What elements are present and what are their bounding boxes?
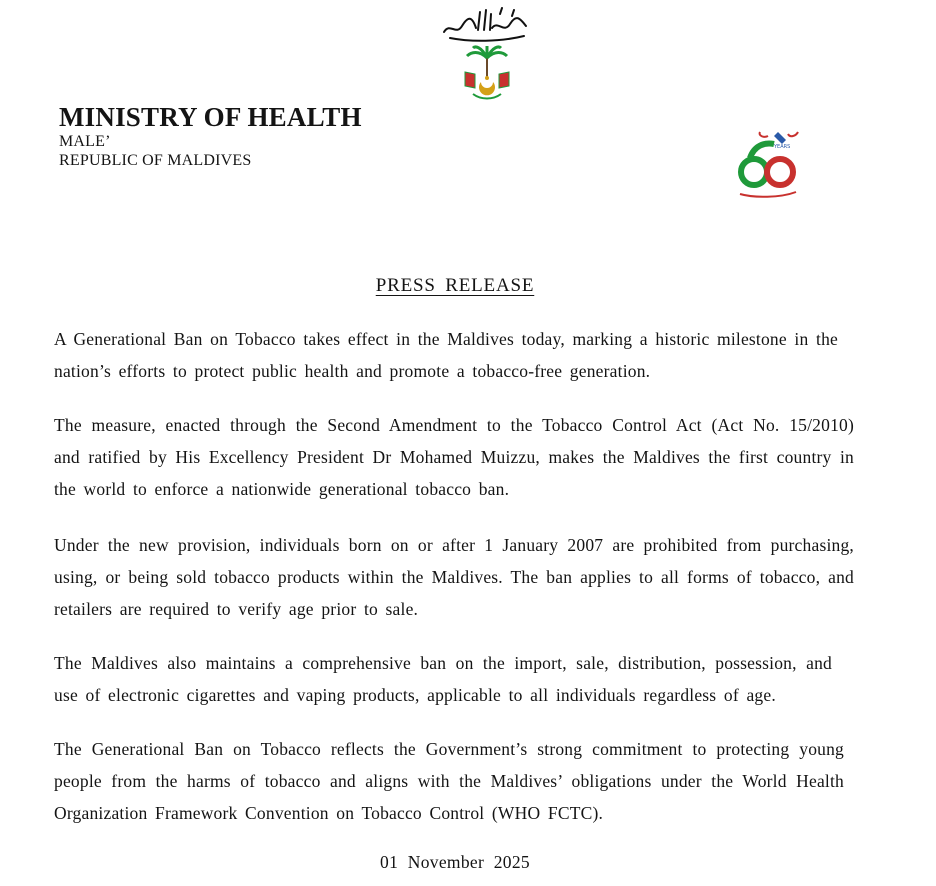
paragraph-5: The Generational Ban on Tobacco reflects the Government’s strong commitment to protecting young people from the harms of tobacco and aligns with the Maldives’ obligations under the World Health Organization Framework Convention on Tobacco Control (WHO FCTC). <box>54 739 844 823</box>
maldives-emblem-icon <box>459 44 515 104</box>
paragraph-2: The measure, enacted through the Second Amendment to the Tobacco Control Act (Act No. 15/2010) and ratified by His Excellency President Dr Mohamed Muizzu, makes the Maldives the first country in the world to enforce a nationwide generational tobacco ban. <box>54 415 854 499</box>
release-date: 01 November 2025 <box>380 852 530 872</box>
paragraph-1: A Generational Ban on Tobacco takes effect in the Maldives today, marking a historic milestone in the nation’s efforts to protect public health and promote a tobacco-free generation. <box>54 329 838 381</box>
basmala-calligraphy-icon <box>440 4 530 44</box>
sixty-years-independence-logo-icon <box>730 128 806 204</box>
document-title: PRESS RELEASE <box>375 275 535 296</box>
ministry-name: MINISTRY OF HEALTH <box>59 102 362 132</box>
paragraph-4: The Maldives also maintains a comprehensive ban on the import, sale, distribution, possession, and use of electronic cigarettes and vaping products, applicable to all individuals regardless of age. <box>54 653 832 705</box>
paragraph-3: Under the new provision, individuals born on or after 1 January 2007 are prohibited from purchasing, using, or being sold tobacco products within the Maldives. The ban applies to all forms of tobacco, and retailers are required to verify age prior to sale. <box>54 535 854 619</box>
document-title-wrapper <box>0 275 910 297</box>
svg-text:YEARS: YEARS <box>774 144 791 150</box>
address-country: REPUBLIC OF MALDIVES <box>59 152 252 169</box>
address-city: MALE’ <box>59 133 111 150</box>
